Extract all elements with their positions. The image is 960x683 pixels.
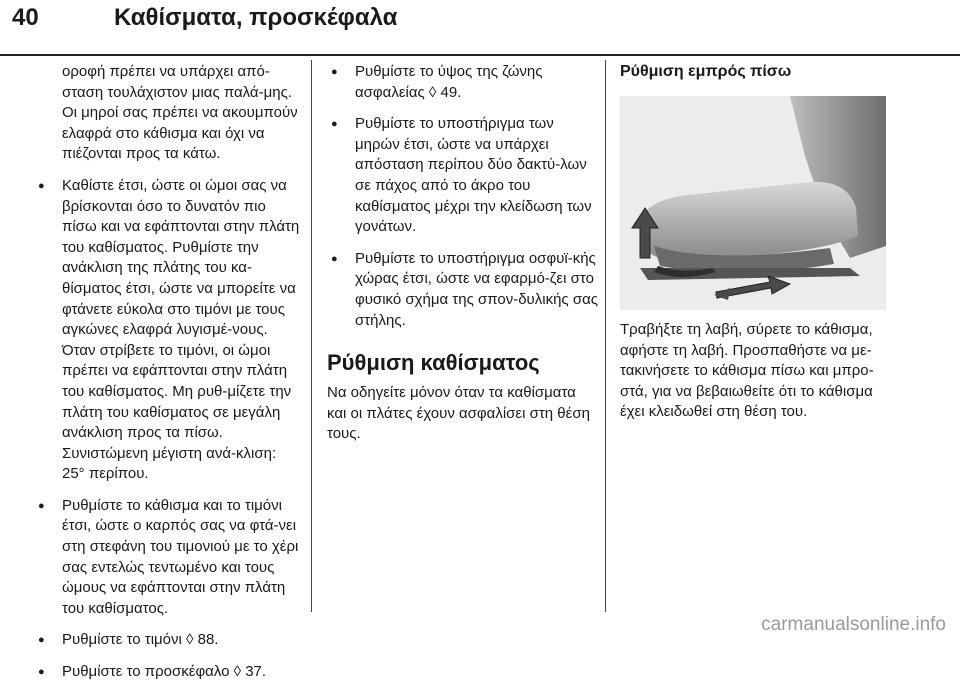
column-left bbox=[34, 62, 302, 683]
seat-adjustment-illustration bbox=[620, 96, 886, 310]
list-item: ● Ρυθμίστε το υποστήριγμα των μηρών έτσι, ώστε να υπάρχει απόσταση περίπου δύο δακτύ-λων σε πάχος από το άκρο του καθίσματος μέχρι την κλείδωση των γονάτων. bbox=[327, 114, 599, 238]
list-item: ● Ρυθμίστε το προσκέφαλο ◊ 37. bbox=[34, 662, 302, 683]
subsection-heading: Ρύθμιση εμπρός πίσω bbox=[620, 63, 792, 80]
list-item: ● Ρυθμίστε το υποστήριγμα οσφυϊ-κής χώρας έτσι, ώστε να εφαρμό-ζει στο φυσικό σχήμα της σπον-δυλικής σας στήλης. bbox=[327, 249, 599, 331]
intro-paragraph: οροφή πρέπει να υπάρχει από-σταση τουλάχιστον μιας παλά-μης. Οι μηροί σας πρέπει να ακουμπούν ελαφρά στο κάθισμα και όχι να πιέζονται προς τα κάτω. bbox=[62, 63, 298, 163]
page-header bbox=[0, 0, 960, 54]
list-item: ● Καθίστε έτσι, ώστε οι ώμοι σας να βρίσκονται όσο το δυνατόν πιο πίσω και να εφάπτονται στην πλάτη του καθίσματος. Ρυθμίστε την ανάκλιση της πλάτης του κα-θίσματος έτσι, ώστε να μπορείτε να φτάνετε εύκολα στο τιμόνι με τους αγκώνες ελαφρά λυγισμέ-νους. Όταν στρίβετε το τιμόνι, οι ώμοι πρέπει να εφάπτονται στην πλάτη του καθίσματος. Μη ρυθ-μίζετε την πλάτη του καθίσματος σε μεγάλη ανάκλιση προς τα πίσω. Συνιστώμενη μέγιστη ανά-κλιση: 25° περίπου. bbox=[34, 176, 302, 485]
list-item: ● Ρυθμίστε το τιμόνι ◊ 88. bbox=[34, 630, 302, 651]
page-number: 40 bbox=[12, 4, 39, 31]
section-heading: Ρύθμιση καθίσματος bbox=[327, 350, 540, 376]
column-right bbox=[620, 62, 892, 423]
watermark: carmanualsonline.info bbox=[761, 614, 946, 635]
list-item: ● Ρυθμίστε το κάθισμα και το τιμόνι έτσι, ώστε ο καρπός σας να φτά-νει στη στεφάνη του τιμονιού με το χέρι σας εντελώς τεντωμένο και τους ώμους να εφάπτονται στην πλάτη του καθίσματος. bbox=[34, 496, 302, 620]
list-item: ● Ρυθμίστε το ύψος της ζώνης ασφαλείας ◊ 49. bbox=[327, 62, 599, 103]
figure-caption: Τραβήξτε τη λαβή, σύρετε το κάθισμα, αφήστε τη λαβή. Προσπαθήστε να με-τακινήσετε το κάθισμα πίσω και μπρο-στά, για να βεβαιωθείτε ότι το κάθισμα έχει κλειδωθεί στη θέση του. bbox=[620, 321, 874, 421]
seat-adjustment-icon bbox=[620, 96, 886, 310]
column-divider-2 bbox=[605, 60, 606, 612]
middle-bullet-list bbox=[327, 62, 599, 331]
left-bullet-list bbox=[34, 176, 302, 683]
section-body: Να οδηγείτε μόνον όταν τα καθίσματα και οι πλάτες έχουν ασφαλίσει στη θέση τους. bbox=[327, 384, 590, 443]
page-title: Καθίσματα, προσκέφαλα bbox=[114, 4, 398, 31]
column-middle bbox=[327, 51, 599, 445]
column-divider-1 bbox=[311, 60, 312, 612]
